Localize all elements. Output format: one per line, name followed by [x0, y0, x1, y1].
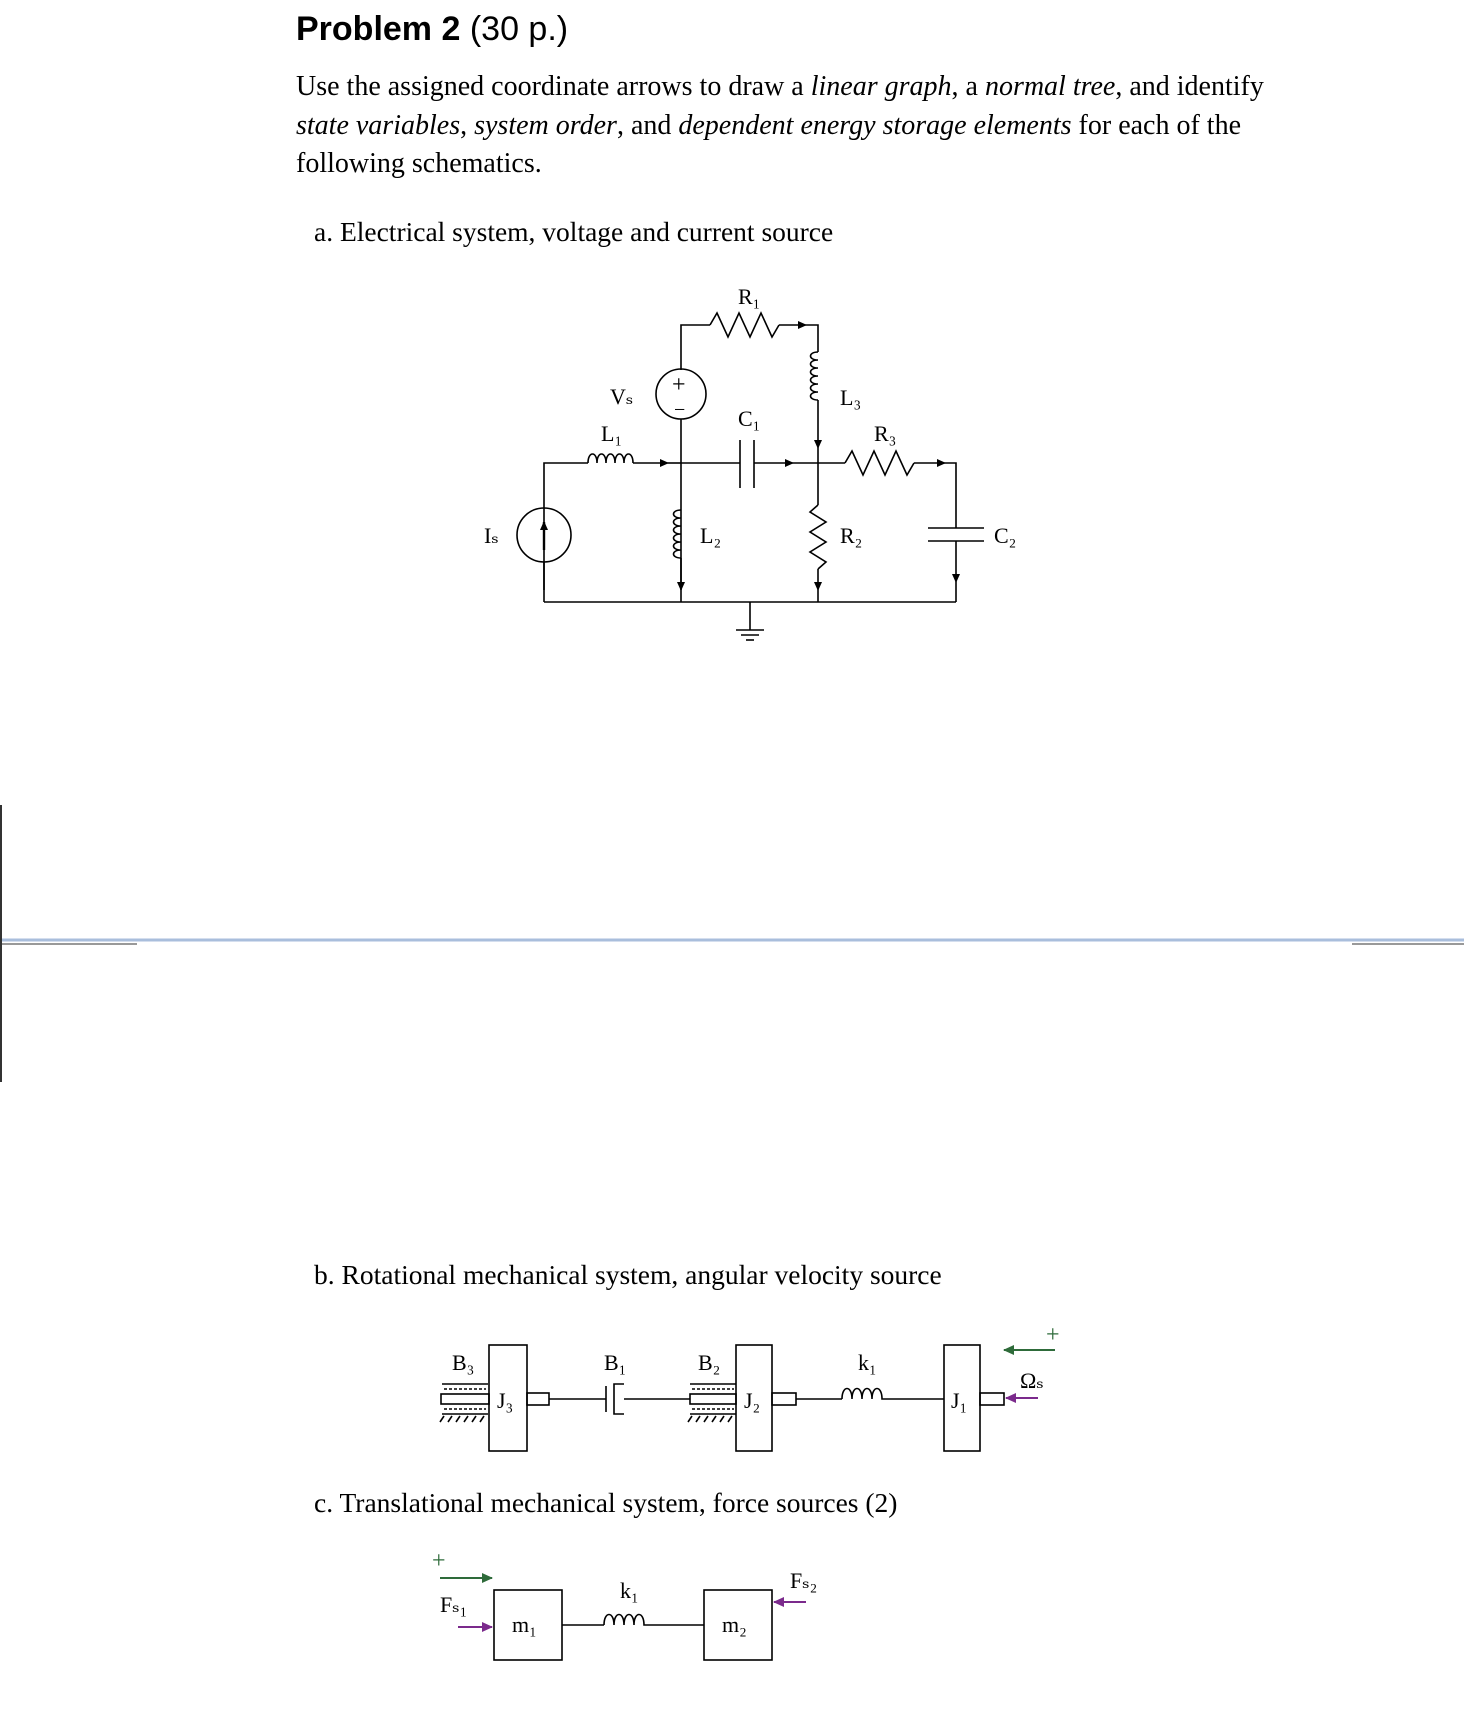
label-plus: + [1046, 1322, 1060, 1348]
intro-text: , a [951, 71, 985, 102]
ground-hatch [688, 1416, 732, 1422]
bearing-B2 [692, 1389, 734, 1409]
inductor-L2 [674, 510, 682, 558]
resistor-R3 [845, 451, 914, 475]
spring-k1 [604, 1615, 652, 1626]
label-J2: J₂ [744, 1388, 761, 1413]
wire [681, 325, 710, 370]
damper-B1 [614, 1384, 624, 1414]
label-B3: B₃ [452, 1350, 475, 1375]
intro-text: for each of the following schematics. [296, 109, 1242, 179]
label-Fs2: Fₛ₂ [790, 1568, 818, 1593]
label-C2: C₂ [994, 523, 1017, 548]
intro-text: , [460, 109, 475, 141]
label-C1: C₁ [738, 406, 761, 431]
label-m2: m₂ [722, 1612, 747, 1637]
label-Is: Iₛ [484, 523, 499, 548]
part-c-title: c. Translational mechanical system, force sources (2) [314, 1487, 898, 1518]
label-J1: J₁ [951, 1388, 968, 1413]
label-L2: L₂ [700, 523, 722, 548]
label-R1: R₁ [738, 284, 761, 309]
label-minus: − [674, 399, 686, 421]
intro-emphasis: normal tree [984, 71, 1116, 102]
label-omega-s: Ωₛ [1020, 1368, 1044, 1393]
label-B2: B₂ [698, 1350, 721, 1375]
shaft [527, 1393, 549, 1405]
shaft [980, 1393, 1004, 1405]
rotational-system [440, 1345, 1004, 1451]
part-b-title: b. Rotational mechanical system, angular velocity source [314, 1259, 942, 1290]
wire [945, 463, 956, 528]
label-B1: B₁ [604, 1350, 627, 1375]
label-plus: + [432, 1548, 446, 1574]
label-plus: + [672, 372, 686, 398]
part-a-title: a. Electrical system, voltage and current source [314, 216, 834, 247]
label-k1: k₁ [620, 1578, 639, 1603]
label-R3: R₃ [874, 421, 897, 446]
label-m1: m₁ [512, 1612, 537, 1637]
intro-text: , and identify [1115, 71, 1264, 102]
inductor-L1 [588, 454, 633, 463]
intro-emphasis: linear graph [810, 71, 952, 102]
ground-hatch [440, 1416, 484, 1422]
label-k1: k₁ [858, 1350, 877, 1375]
label-J3: J₃ [497, 1388, 514, 1413]
intro-text: , and [616, 109, 679, 141]
bearing-B2 [690, 1394, 736, 1404]
label-L1: L₁ [601, 421, 623, 446]
electrical-circuit [517, 313, 984, 640]
wire [806, 325, 818, 352]
label-L3: L₃ [840, 385, 862, 410]
intro-emphasis: state variables [296, 109, 461, 141]
intro-emphasis: system order [474, 109, 617, 141]
resistor-R2 [810, 505, 826, 569]
shaft [772, 1393, 796, 1405]
problem-label: Problem 2 [296, 10, 461, 48]
intro-emphasis: dependent energy storage elements [678, 109, 1072, 141]
bearing-B3 [444, 1389, 486, 1409]
bearing-B3 [441, 1394, 489, 1404]
wire [544, 463, 588, 590]
intro-text: Use the assigned coordinate arrows to draw a [296, 71, 811, 102]
inductor-L3 [811, 352, 819, 400]
resistor-R1 [710, 313, 779, 337]
problem-points: (30 p.) [469, 10, 569, 48]
label-Vs: Vₛ [610, 384, 634, 409]
label-Fs1: Fₛ₁ [440, 1592, 468, 1617]
label-R2: R₂ [840, 523, 863, 548]
spring-k1 [842, 1389, 890, 1400]
